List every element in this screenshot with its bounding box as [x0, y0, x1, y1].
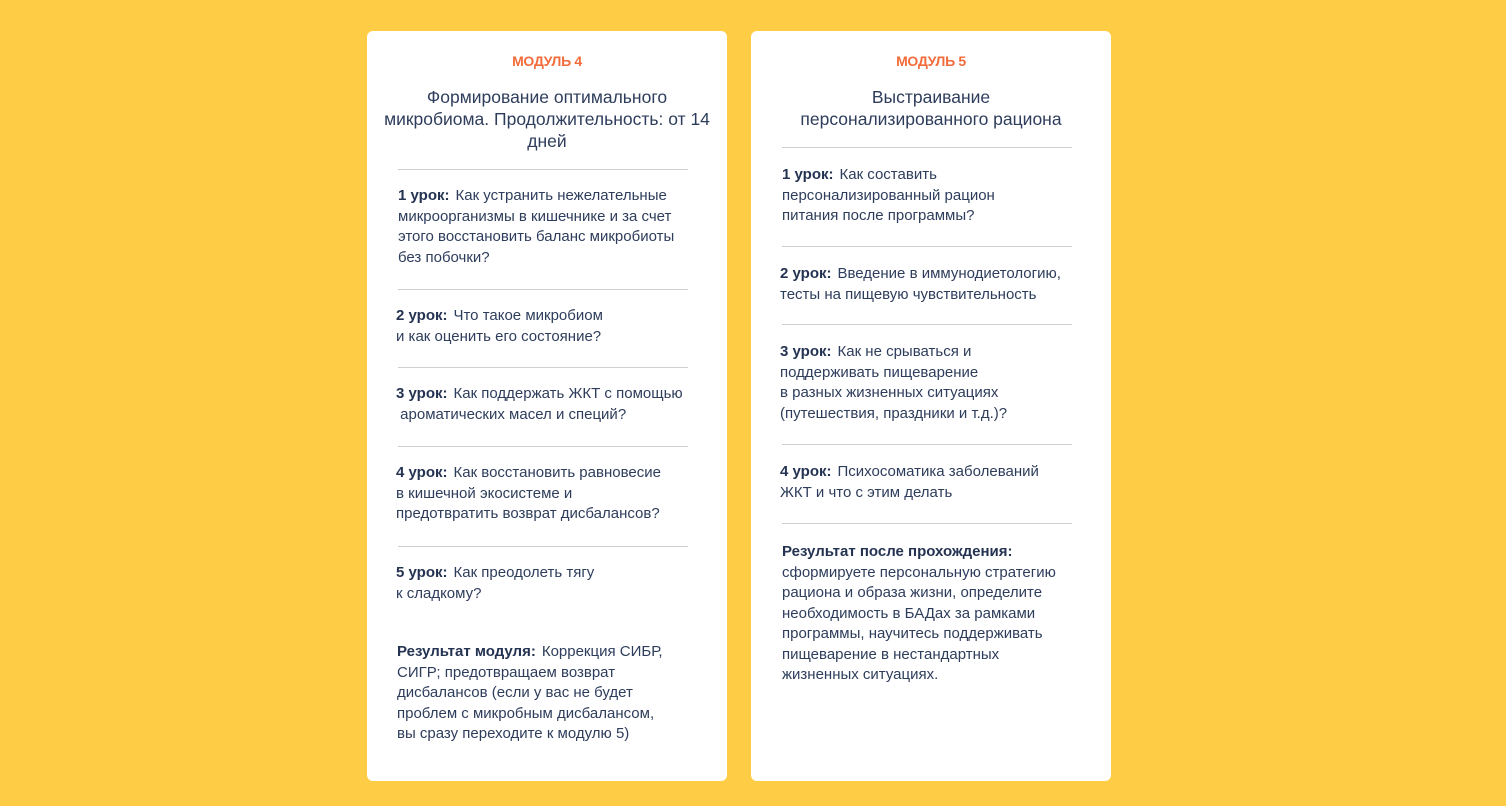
divider	[782, 523, 1072, 524]
lesson-4: 4 урок: Психосоматика заболеваний ЖКТ и что с этим делать	[780, 463, 1039, 501]
divider	[782, 147, 1072, 148]
module-label: МОДУЛЬ 4	[512, 53, 582, 69]
divider	[398, 367, 688, 368]
module-5-card	[751, 31, 1111, 781]
lesson-1: 1 урок: Как устранить нежелательные микроорганизмы в кишечнике и за счет этого восстановить баланс микробиоты без побочки?	[398, 187, 675, 266]
lesson-prefix: 4 урок:	[780, 463, 832, 480]
lesson-2: 2 урок: Что такое микробиом и как оценить его состояние?	[396, 307, 603, 345]
module-result: Результат модуля: Коррекция СИБР, СИГР; предотвращаем возврат дисбалансов (если у вас не будет проблем с микробным дисбалансом, вы сразу переходите к модулю 5)	[397, 643, 663, 742]
divider	[398, 546, 688, 547]
lesson-4: 4 урок: Как восстановить равновесие в кишечной экосистеме и предотвратить возврат дисбалансов?	[396, 464, 661, 522]
divider	[782, 246, 1072, 247]
divider	[782, 444, 1072, 445]
lesson-2: 2 урок: Введение в иммунодиетологию, тесты на пищевую чувствительность	[780, 265, 1061, 303]
module-4-card	[367, 31, 727, 781]
lesson-5: 5 урок: Как преодолеть тягу к сладкому?	[396, 564, 595, 602]
lesson-prefix: 4 урок:	[396, 464, 448, 481]
result-prefix: Результат модуля:	[397, 643, 536, 660]
lesson-prefix: 5 урок:	[396, 564, 448, 581]
lesson-prefix: 1 урок:	[782, 166, 834, 183]
result-prefix: Результат после прохождения:	[782, 543, 1013, 560]
divider	[398, 169, 688, 170]
divider	[782, 324, 1072, 325]
module-title: Формирование оптимального микробиома. Продолжительность: от 14 дней	[384, 87, 710, 151]
module-title: Выстраивание персонализированного рациона	[800, 87, 1062, 129]
lesson-prefix: 3 урок:	[396, 385, 448, 402]
lesson-3: 3 урок: Как не срываться и поддерживать пищеварение в разных жизненных ситуациях (путешествия, праздники и т.д.)?	[780, 343, 1008, 422]
lesson-1: 1 урок: Как составить персонализированный рацион питания после программы?	[782, 166, 995, 224]
divider	[398, 446, 688, 447]
module-result: Результат после прохождения: сформируете персональную стратегию рациона и образа жизни, определите необходимость в БАДах за рамками программы, научитесь поддерживать пищеварение в нестандартных жизненных ситуациях.	[782, 543, 1056, 683]
lesson-3: 3 урок: Как поддержать ЖКТ с помощью ароматических масел и специй?	[396, 385, 683, 423]
lesson-prefix: 2 урок:	[780, 265, 832, 282]
lesson-prefix: 3 урок:	[780, 343, 832, 360]
module-label: МОДУЛЬ 5	[896, 53, 966, 69]
lesson-prefix: 2 урок:	[396, 307, 448, 324]
divider	[398, 289, 688, 290]
lesson-prefix: 1 урок:	[398, 187, 450, 204]
